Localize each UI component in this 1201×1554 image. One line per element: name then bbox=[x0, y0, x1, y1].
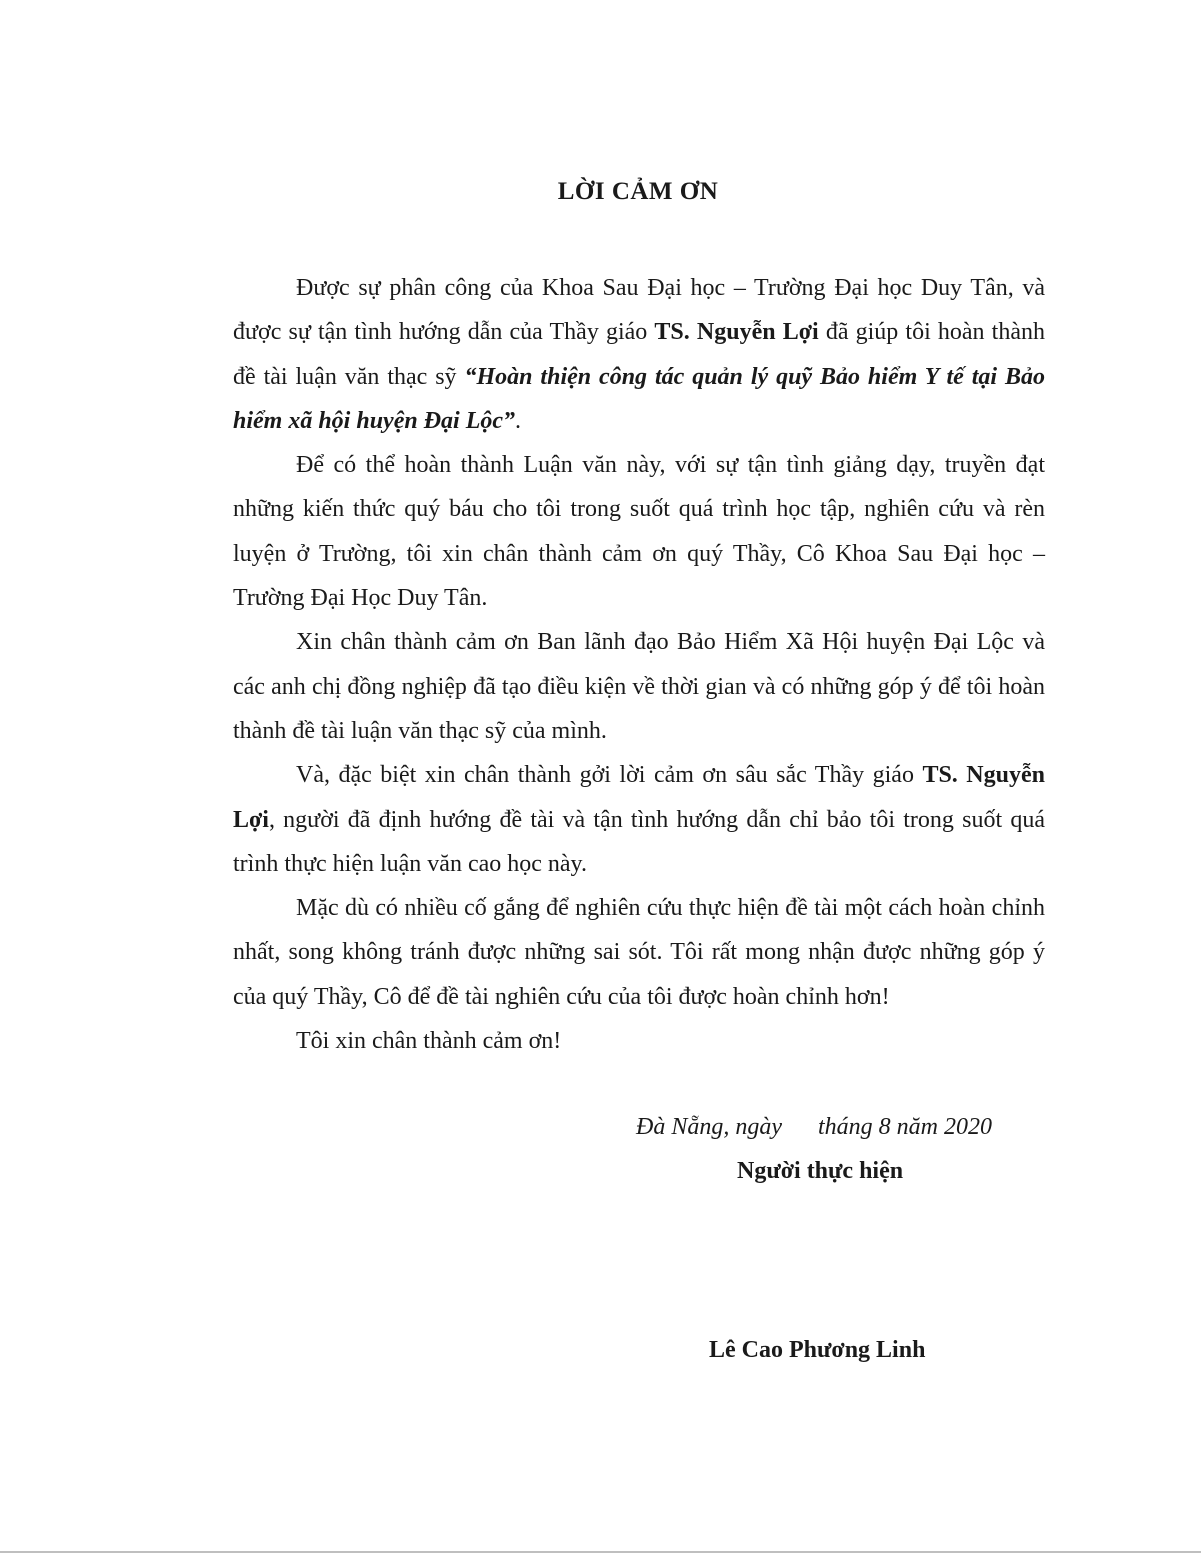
document-title: LỜI CẢM ƠN bbox=[557, 178, 719, 205]
signer-name: Lê Cao Phương Linh bbox=[709, 1337, 926, 1363]
paragraph-text: Mặc dù có nhiều cố gắng để nghiên cứu thực hiện đề tài một cách hoàn chỉnh nhất, song không tránh được những sai sót. Tôi rất mong nhận được những góp ý của quý Thầy, Cô để đề tài nghiên cứu của tôi được hoàn chỉnh hơn! bbox=[233, 895, 1045, 1010]
paragraph-text: Và, đặc biệt xin chân thành gởi lời cảm ơn sâu sắc Thầy giáo bbox=[296, 762, 923, 789]
paragraph-text: Để có thể hoàn thành Luận văn này, với sự tận tình giảng dạy, truyền đạt những kiến thức quý báu cho tôi trong suốt quá trình học tập, nghiên cứu và rèn luyện ở Trường, tôi xin chân thành cảm ơn quý Thầy, Cô Khoa Sau Đại học – Trường Đại Học Duy Tân. bbox=[233, 452, 1045, 612]
paragraph-text: . bbox=[515, 407, 522, 434]
paragraph-text: Được sự phân công của Khoa Sau Đại học – Trường Đại học Duy Tân, và được sự tận tình hướng dẫn của Thầy giáo bbox=[233, 275, 1045, 346]
acknowledgement-body bbox=[233, 266, 1045, 1063]
paragraph-text: đã giúp tôi hoàn thành đề tài luận văn thạc sỹ bbox=[233, 319, 1046, 390]
paragraph-text: , người đã định hướng đề tài và tận tình hướng dẫn chỉ bảo tôi trong suốt quá trình thực hiện luận văn cao học này. bbox=[233, 806, 1045, 877]
signer-role: Người thực hiện bbox=[737, 1158, 904, 1184]
paragraph bbox=[233, 753, 1045, 886]
paragraph-text: Xin chân thành cảm ơn Ban lãnh đạo Bảo Hiểm Xã Hội huyện Đại Lộc và các anh chị đồng nghiệp đã tạo điều kiện về thời gian và có những góp ý để tôi hoàn thành đề tài luận văn thạc sỹ của mình. bbox=[233, 629, 1045, 744]
paragraph bbox=[233, 620, 1045, 753]
emphasized-text: TS. Nguyễn Lợi bbox=[233, 762, 1045, 833]
paragraph bbox=[233, 266, 1045, 443]
paragraph bbox=[233, 1019, 1045, 1063]
paragraph bbox=[233, 886, 1045, 1019]
emphasized-text: “Hoàn thiện công tác quản lý quỹ Bảo hiểm Y tế tại Bảo hiểm xã hội huyện Đại Lộc” bbox=[233, 363, 1045, 434]
emphasized-text: TS. Nguyễn Lợi bbox=[654, 319, 819, 346]
paragraph bbox=[233, 443, 1045, 620]
paragraph-text: Tôi xin chân thành cảm ơn! bbox=[296, 1028, 562, 1055]
page-bottom-rule bbox=[0, 1551, 1201, 1553]
signature-date-line: Đà Nẵng, ngày tháng 8 năm 2020 bbox=[636, 1114, 992, 1140]
